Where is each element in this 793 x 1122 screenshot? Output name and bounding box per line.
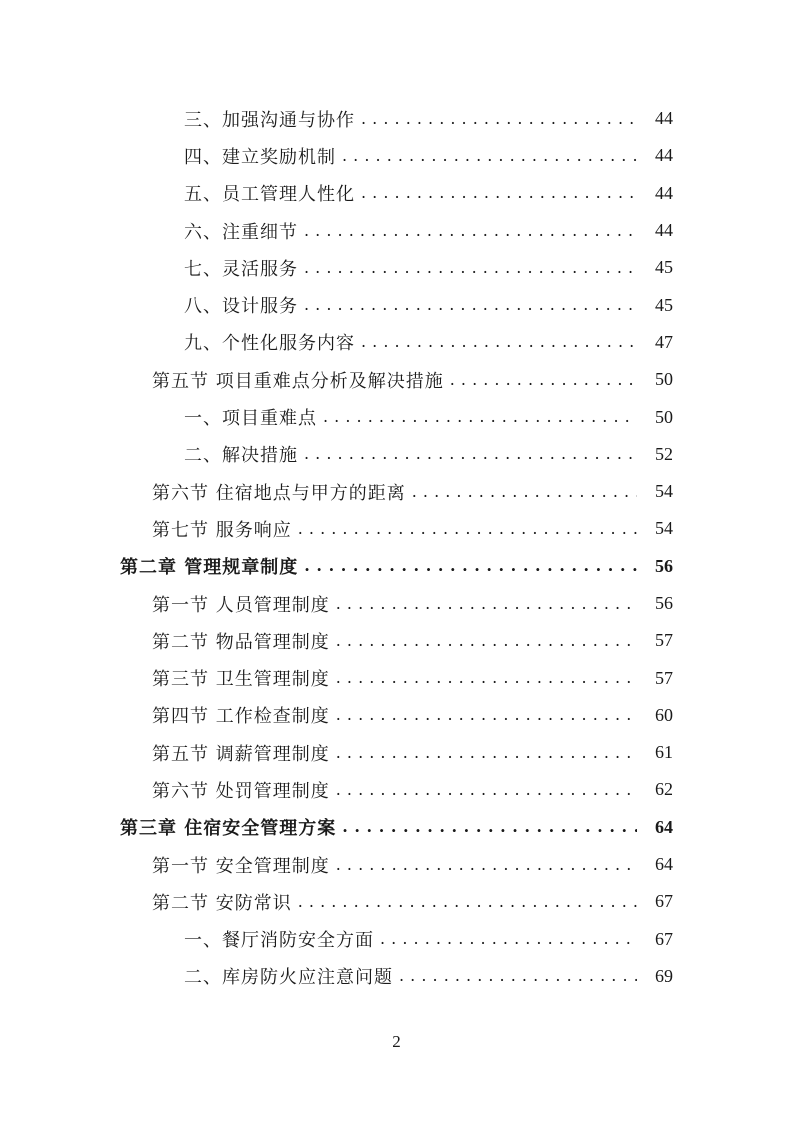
toc-entry-title: 第六节 处罚管理制度: [152, 780, 330, 802]
toc-entry-page: 67: [655, 928, 673, 949]
toc-entry-title: 二、解决措施: [184, 445, 298, 467]
toc-entry-page: 45: [655, 257, 673, 278]
toc-entry-page: 52: [655, 443, 673, 464]
toc-dot-leader: [336, 856, 637, 874]
toc-dot-leader: [304, 557, 637, 575]
toc-entry-title: 第三节 卫生管理制度: [152, 669, 330, 691]
toc-entry-title: 四、建立奖励机制: [184, 146, 336, 168]
toc-entry-page: 62: [655, 779, 673, 800]
toc-entry-title: 一、餐厅消防安全方面: [184, 930, 374, 952]
toc-subsection-entry[interactable]: [0, 286, 793, 323]
toc-entry-page: 44: [655, 220, 673, 241]
toc-section-entry[interactable]: [0, 585, 793, 622]
toc-entry-page: 50: [655, 406, 673, 427]
toc-section-entry[interactable]: [0, 734, 793, 771]
toc-dot-leader: [336, 595, 637, 613]
toc-dot-leader: [336, 669, 637, 687]
toc-entry-page: 69: [655, 965, 673, 986]
toc-subsection-entry[interactable]: [0, 398, 793, 435]
toc-section-entry[interactable]: [0, 361, 793, 398]
toc-entry-page: 54: [655, 518, 673, 539]
toc-entry-title: 第三章 住宿安全管理方案: [120, 818, 337, 840]
toc-section-entry[interactable]: [0, 846, 793, 883]
table-of-contents: [0, 100, 793, 995]
toc-entry-title: 第五节 调薪管理制度: [152, 743, 330, 765]
toc-dot-leader: [361, 110, 637, 128]
toc-subsection-entry[interactable]: [0, 958, 793, 995]
toc-chapter-entry[interactable]: [0, 809, 793, 846]
toc-entry-title: 第七节 服务响应: [152, 519, 292, 541]
toc-section-entry[interactable]: [0, 771, 793, 808]
toc-subsection-entry[interactable]: [0, 100, 793, 137]
toc-entry-page: 57: [655, 667, 673, 688]
toc-entry-title: 一、项目重难点: [184, 408, 317, 430]
toc-subsection-entry[interactable]: [0, 249, 793, 286]
toc-section-entry[interactable]: [0, 510, 793, 547]
toc-entry-title: 第二节 物品管理制度: [152, 631, 330, 653]
toc-dot-leader: [304, 296, 637, 314]
toc-dot-leader: [412, 483, 637, 501]
toc-dot-leader: [336, 744, 637, 762]
toc-entry-page: 57: [655, 630, 673, 651]
toc-subsection-entry[interactable]: [0, 212, 793, 249]
toc-entry-page: 47: [655, 331, 673, 352]
toc-entry-page: 64: [655, 854, 673, 875]
toc-entry-title: 八、设计服务: [184, 296, 298, 318]
toc-chapter-entry[interactable]: [0, 548, 793, 585]
toc-entry-page: 60: [655, 704, 673, 725]
toc-entry-page: 44: [655, 145, 673, 166]
toc-entry-title: 第五节 项目重难点分析及解决措施: [152, 370, 444, 392]
toc-dot-leader: [361, 333, 637, 351]
toc-dot-leader: [380, 930, 637, 948]
toc-entry-page: 56: [655, 593, 673, 613]
toc-entry-page: 50: [655, 369, 673, 390]
toc-entry-title: 五、员工管理人性化: [184, 184, 355, 206]
toc-entry-title: 七、灵活服务: [184, 258, 298, 280]
toc-dot-leader: [336, 632, 637, 650]
toc-entry-title: 三、加强沟通与协作: [184, 109, 355, 131]
toc-section-entry[interactable]: [0, 622, 793, 659]
toc-dot-leader: [304, 445, 637, 463]
toc-entry-title: 二、库房防火应注意问题: [184, 967, 393, 989]
toc-entry-title: 六、注重细节: [184, 221, 298, 243]
toc-subsection-entry[interactable]: [0, 436, 793, 473]
toc-dot-leader: [336, 781, 637, 799]
toc-dot-leader: [342, 818, 637, 836]
toc-section-entry[interactable]: [0, 697, 793, 734]
toc-dot-leader: [304, 222, 637, 240]
page-number: 2: [392, 1032, 401, 1051]
toc-entry-page: 67: [655, 891, 673, 912]
toc-entry-title: 九、个性化服务内容: [184, 333, 355, 355]
toc-dot-leader: [298, 893, 637, 911]
toc-entry-title: 第二节 安防常识: [152, 892, 292, 914]
toc-entry-page: 61: [655, 742, 673, 763]
toc-entry-title: 第四节 工作检查制度: [152, 706, 330, 728]
toc-subsection-entry[interactable]: [0, 324, 793, 361]
toc-dot-leader: [304, 259, 637, 277]
toc-dot-leader: [336, 706, 637, 724]
toc-entry-title: 第一节 人员管理制度: [152, 594, 330, 616]
toc-entry-title: 第二章 管理规章制度: [120, 557, 299, 579]
toc-dot-leader: [323, 408, 637, 426]
toc-dot-leader: [342, 147, 637, 165]
toc-section-entry[interactable]: [0, 659, 793, 696]
toc-entry-title: 第六节 住宿地点与甲方的距离: [152, 482, 406, 504]
toc-dot-leader: [399, 967, 637, 985]
toc-dot-leader: [450, 371, 637, 389]
toc-dot-leader: [298, 520, 637, 538]
toc-subsection-entry[interactable]: [0, 137, 793, 174]
toc-section-entry[interactable]: [0, 883, 793, 920]
toc-entry-title: 第一节 安全管理制度: [152, 855, 330, 877]
toc-entry-page: 44: [655, 108, 673, 129]
toc-entry-page: 44: [655, 182, 673, 203]
toc-entry-page: 54: [655, 481, 673, 502]
toc-subsection-entry[interactable]: [0, 921, 793, 958]
toc-entry-page: 64: [655, 816, 673, 837]
toc-dot-leader: [361, 184, 637, 202]
toc-section-entry[interactable]: [0, 473, 793, 510]
toc-entry-page: 56: [655, 555, 673, 576]
toc-subsection-entry[interactable]: [0, 175, 793, 212]
toc-entry-page: 45: [655, 294, 673, 315]
